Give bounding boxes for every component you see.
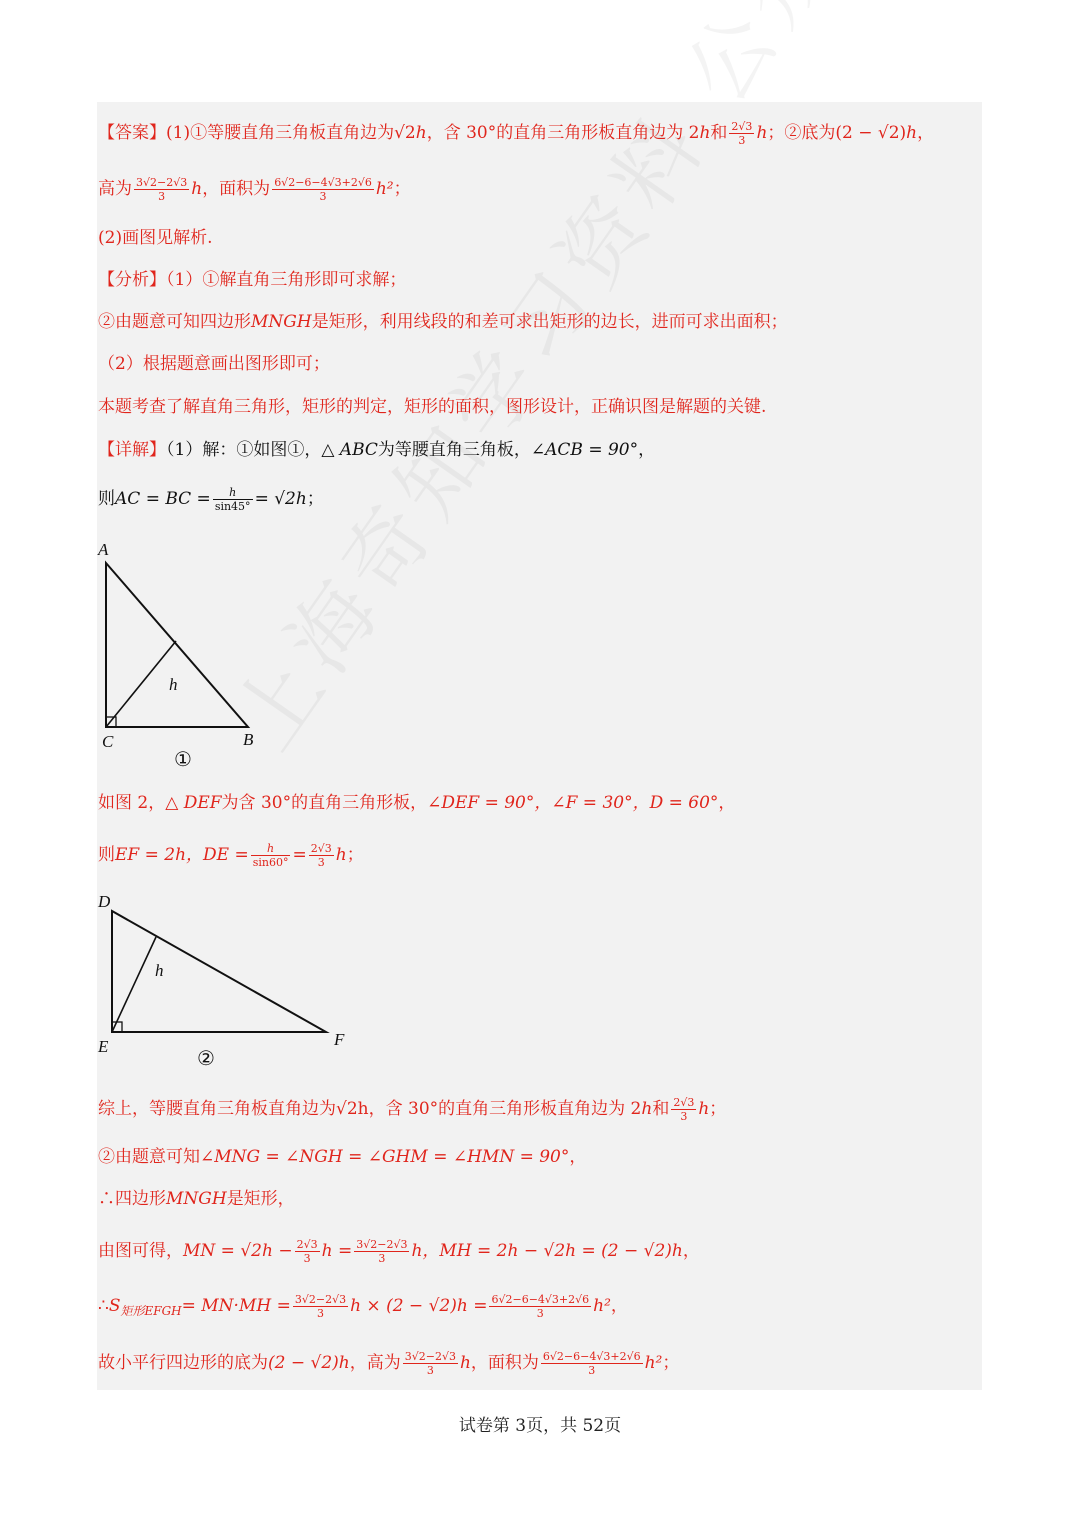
page-footer: 试卷第 3页，共 52页 [458,1416,622,1436]
fraction: $\frac{2√3}{3}$ [731,120,753,147]
label-e: E [98,1037,109,1056]
detail-line-8: 由图可得，MN = √2h − $\frac{2√3}{3}$ h = $\frac{3√2-2√3}{3}$ h，MH = 2h − √2h = (2 − √2)h， [98,1238,700,1265]
label-f: F [334,1030,345,1049]
label-d: D [98,892,111,911]
detail-line-7: ∴四边形MNGH是矩形， [98,1189,295,1209]
altitude-h [106,641,176,727]
label-h: h [169,675,178,694]
detail-line-6: ②由题意可知∠MNG = ∠NGH = ∠GHM = ∠HMN = 90°， [98,1147,587,1167]
analysis-line-3: （2）根据题意画出图形即可； [98,354,330,374]
figure-1 [90,535,280,775]
caption-2: ② [197,1048,215,1070]
label-b: B [243,730,254,749]
label-a: A [98,540,109,559]
caption-1: ① [174,749,192,771]
analysis-line-4: 本题考查了解直角三角形，矩形的判定，矩形的面积，图形设计，正确识图是解题的关键. [98,397,767,417]
answer-line-1: 【答案】(1)①等腰直角三角板直角边为√2h，含 30°的直角三角形板直角边为 2h和 $\frac{2√3}{3}$ h；②底为(2 − √2)h， [98,120,935,147]
detail-line-1: 【详解】（1）解：①如图①，△ ABC为等腰直角三角板，∠ACB = 90°， [98,440,656,460]
detail-line-3: 如图 2，△ DEF为含 30°的直角三角形板，∠DEF = 90°，∠F = 30°，D = 60°， [98,793,736,813]
detail-line-10: 故小平行四边形的底为(2 − √2)h，高为 $\frac{3√2-2√3}{3}$ h，面积为 $\frac{6√2-6-4√3+2√6}{3}$ h²； [98,1350,680,1377]
altitude-h [112,937,156,1032]
detail-line-2: 则AC = BC = $\frac{h}{\sin 45^\circ}$ = √2h； [98,486,324,513]
analysis-line-1: 【分析】（1）①解直角三角形即可求解； [98,270,407,290]
detail-line-5: 综上，等腰直角三角板直角边为√2h，含 30°的直角三角形板直角边为 2h和 $\frac{2√3}{3}$ h； [98,1096,727,1123]
label-h: h [155,961,164,980]
detail-line-4: 则EF = 2h，DE = $\frac{h}{\sin 60^\circ}$ = $\frac{2√3}{3}$ h； [98,842,364,869]
triangle-abc [106,563,248,727]
label-c: C [102,732,114,751]
answer-line-2: 高为 $\frac{3√2-2√3}{3}$ h，面积为 $\frac{6√2-6-4√3+2√6}{3}$ h²； [98,176,411,203]
figure-2 [90,885,360,1075]
answer-line-3: (2)画图见解析. [98,228,213,248]
analysis-line-2: ②由题意可知四边形MNGH是矩形，利用线段的和差可求出矩形的边长，进而可求出面积； [98,312,788,332]
detail-line-9: $\therefore S_{矩形EFGH}= MN\cdot MH$ = $\frac{3√2-2√3}{3}$ h × (2 − √2)h = $\frac{6√2-6-4√3+2√6}{3}$ h²， [98,1293,628,1320]
triangle-def [112,911,326,1032]
